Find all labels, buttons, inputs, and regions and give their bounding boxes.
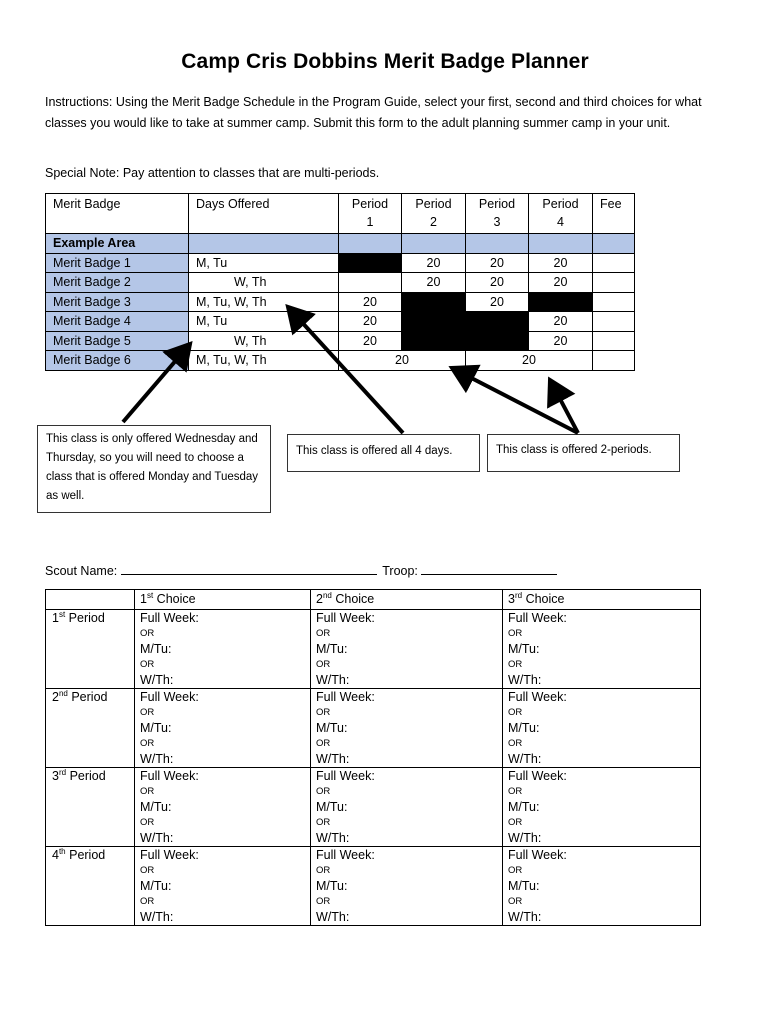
wth-label[interactable]: W/Th: bbox=[508, 752, 542, 766]
wth-label[interactable]: W/Th: bbox=[508, 831, 542, 845]
badge-name: Merit Badge 1 bbox=[46, 253, 189, 273]
callout-wth-only: This class is only offered Wednesday and Thursday, so you will need to choose a class that is offered Monday and Tuesday as well. bbox=[37, 425, 271, 513]
choice-cell[interactable] bbox=[135, 768, 311, 847]
mtu-label[interactable]: M/Tu: bbox=[508, 721, 540, 735]
or-label: OR bbox=[140, 865, 155, 876]
period-label: 4th Period bbox=[46, 847, 135, 926]
choices-header-row bbox=[46, 590, 701, 610]
period-1-2-cell: 20 bbox=[339, 351, 466, 371]
or-label: OR bbox=[508, 628, 523, 639]
or-label: OR bbox=[316, 817, 331, 828]
header-choice-2: 2nd Choice bbox=[311, 590, 503, 610]
badge-name: Merit Badge 4 bbox=[46, 312, 189, 332]
choice-cell[interactable] bbox=[311, 610, 503, 689]
or-label: OR bbox=[508, 707, 523, 718]
or-label: OR bbox=[316, 865, 331, 876]
full-week-label[interactable]: Full Week: bbox=[316, 848, 375, 862]
or-label: OR bbox=[316, 628, 331, 639]
full-week-label[interactable]: Full Week: bbox=[140, 690, 199, 704]
wth-label[interactable]: W/Th: bbox=[316, 831, 350, 845]
or-label: OR bbox=[140, 896, 155, 907]
or-label: OR bbox=[508, 865, 523, 876]
example-area-label: Example Area bbox=[46, 234, 189, 254]
days-offered: W, Th bbox=[189, 331, 339, 351]
mtu-label[interactable]: M/Tu: bbox=[316, 800, 348, 814]
period-3-4-cell: 20 bbox=[466, 351, 593, 371]
or-label: OR bbox=[508, 786, 523, 797]
header-period-2: Period 2 bbox=[402, 194, 466, 234]
or-label: OR bbox=[508, 817, 523, 828]
mtu-label[interactable]: M/Tu: bbox=[316, 642, 348, 656]
wth-label[interactable]: W/Th: bbox=[140, 752, 174, 766]
choice-cell[interactable] bbox=[503, 689, 701, 768]
choice-cell[interactable] bbox=[311, 847, 503, 926]
wth-label[interactable]: W/Th: bbox=[316, 752, 350, 766]
special-note-text: Special Note: Pay attention to classes that are multi-periods. bbox=[45, 166, 380, 180]
or-label: OR bbox=[140, 628, 155, 639]
full-week-label[interactable]: Full Week: bbox=[316, 690, 375, 704]
mtu-label[interactable]: M/Tu: bbox=[316, 721, 348, 735]
full-week-label[interactable]: Full Week: bbox=[508, 611, 567, 625]
wth-label[interactable]: W/Th: bbox=[316, 673, 350, 687]
arrow-to-badge-3 bbox=[288, 307, 403, 433]
full-week-label[interactable]: Full Week: bbox=[140, 848, 199, 862]
callout-all-days: This class is offered all 4 days. bbox=[287, 434, 480, 472]
full-week-label[interactable]: Full Week: bbox=[508, 848, 567, 862]
period-3-cell: 20 bbox=[466, 292, 529, 312]
mtu-label[interactable]: M/Tu: bbox=[140, 642, 172, 656]
instructions-text: Instructions: Using the Merit Badge Schedule in the Program Guide, select your first, second and third choices for what classes you would like to take at summer camp. Submit this form to the adult planning summer camp in your unit. bbox=[45, 95, 702, 130]
wth-label[interactable]: W/Th: bbox=[508, 910, 542, 924]
days-offered: M, Tu bbox=[189, 312, 339, 332]
or-label: OR bbox=[316, 896, 331, 907]
choice-cell[interactable] bbox=[311, 768, 503, 847]
header-period-3: Period 3 bbox=[466, 194, 529, 234]
period-row bbox=[46, 847, 701, 926]
full-week-label[interactable]: Full Week: bbox=[316, 769, 375, 783]
or-label: OR bbox=[140, 817, 155, 828]
period-3-cell: 20 bbox=[466, 273, 529, 293]
or-label: OR bbox=[140, 659, 155, 670]
header-days-offered: Days Offered bbox=[189, 194, 339, 234]
or-label: OR bbox=[316, 738, 331, 749]
period-4-cell: 20 bbox=[529, 273, 593, 293]
choice-cell[interactable] bbox=[135, 610, 311, 689]
period-4-cell: 20 bbox=[529, 253, 593, 273]
period-1-cell: 20 bbox=[339, 312, 402, 332]
period-row bbox=[46, 689, 701, 768]
or-label: OR bbox=[140, 707, 155, 718]
period-row bbox=[46, 768, 701, 847]
or-label: OR bbox=[140, 786, 155, 797]
header-period-1: Period 1 bbox=[339, 194, 402, 234]
days-offered: M, Tu bbox=[189, 253, 339, 273]
period-label: 3rd Period bbox=[46, 768, 135, 847]
choice-cell[interactable] bbox=[311, 689, 503, 768]
choices-table bbox=[45, 589, 701, 926]
wth-label[interactable]: W/Th: bbox=[140, 910, 174, 924]
troop-field[interactable] bbox=[421, 560, 557, 575]
badge-name: Merit Badge 5 bbox=[46, 331, 189, 351]
mtu-label[interactable]: M/Tu: bbox=[140, 721, 172, 735]
header-merit-badge: Merit Badge bbox=[46, 194, 189, 234]
troop-label: Troop: bbox=[382, 564, 418, 578]
choice-cell[interactable] bbox=[503, 847, 701, 926]
mtu-label[interactable]: M/Tu: bbox=[140, 800, 172, 814]
period-1-cell: 20 bbox=[339, 292, 402, 312]
wth-label[interactable]: W/Th: bbox=[140, 673, 174, 687]
mtu-label[interactable]: M/Tu: bbox=[316, 879, 348, 893]
badge-name: Merit Badge 2 bbox=[46, 273, 189, 293]
full-week-label[interactable]: Full Week: bbox=[140, 611, 199, 625]
choice-cell[interactable] bbox=[135, 689, 311, 768]
wth-label[interactable]: W/Th: bbox=[316, 910, 350, 924]
days-offered: M, Tu, W, Th bbox=[189, 351, 339, 371]
badge-name: Merit Badge 3 bbox=[46, 292, 189, 312]
period-label: 2nd Period bbox=[46, 689, 135, 768]
or-label: OR bbox=[508, 738, 523, 749]
scout-info-line bbox=[45, 560, 557, 580]
header-fee: Fee bbox=[593, 194, 635, 234]
wth-label[interactable]: W/Th: bbox=[508, 673, 542, 687]
choice-cell[interactable] bbox=[135, 847, 311, 926]
or-label: OR bbox=[316, 659, 331, 670]
or-label: OR bbox=[140, 738, 155, 749]
header-choice-1: 1st Choice bbox=[135, 590, 311, 610]
or-label: OR bbox=[316, 707, 331, 718]
period-1-cell: 20 bbox=[339, 331, 402, 351]
period-2-cell: 20 bbox=[402, 273, 466, 293]
full-week-label[interactable]: Full Week: bbox=[508, 690, 567, 704]
arrow-to-badge-5 bbox=[123, 344, 190, 422]
choice-cell[interactable] bbox=[503, 768, 701, 847]
wth-label[interactable]: W/Th: bbox=[140, 831, 174, 845]
full-week-label[interactable]: Full Week: bbox=[508, 769, 567, 783]
days-offered: M, Tu, W, Th bbox=[189, 292, 339, 312]
period-row bbox=[46, 610, 701, 689]
mtu-label[interactable]: M/Tu: bbox=[140, 879, 172, 893]
period-4-cell: 20 bbox=[529, 312, 593, 332]
mtu-label[interactable]: M/Tu: bbox=[508, 642, 540, 656]
period-label: 1st Period bbox=[46, 610, 135, 689]
period-3-cell: 20 bbox=[466, 253, 529, 273]
period-4-cell: 20 bbox=[529, 331, 593, 351]
mtu-label[interactable]: M/Tu: bbox=[508, 800, 540, 814]
choice-cell[interactable] bbox=[503, 610, 701, 689]
full-week-label[interactable]: Full Week: bbox=[316, 611, 375, 625]
or-label: OR bbox=[508, 659, 523, 670]
period-2-cell: 20 bbox=[402, 253, 466, 273]
full-week-label[interactable]: Full Week: bbox=[140, 769, 199, 783]
days-offered: W, Th bbox=[189, 273, 339, 293]
scout-name-field[interactable] bbox=[121, 560, 377, 575]
mtu-label[interactable]: M/Tu: bbox=[508, 879, 540, 893]
scout-name-label: Scout Name: bbox=[45, 564, 118, 578]
header-period-4: Period 4 bbox=[529, 194, 593, 234]
or-label: OR bbox=[316, 786, 331, 797]
callout-two-periods: This class is offered 2-periods. bbox=[487, 434, 680, 472]
or-label: OR bbox=[508, 896, 523, 907]
page-title: Camp Cris Dobbins Merit Badge Planner bbox=[181, 50, 589, 73]
badge-name: Merit Badge 6 bbox=[46, 351, 189, 371]
header-choice-3: 3rd Choice bbox=[503, 590, 701, 610]
